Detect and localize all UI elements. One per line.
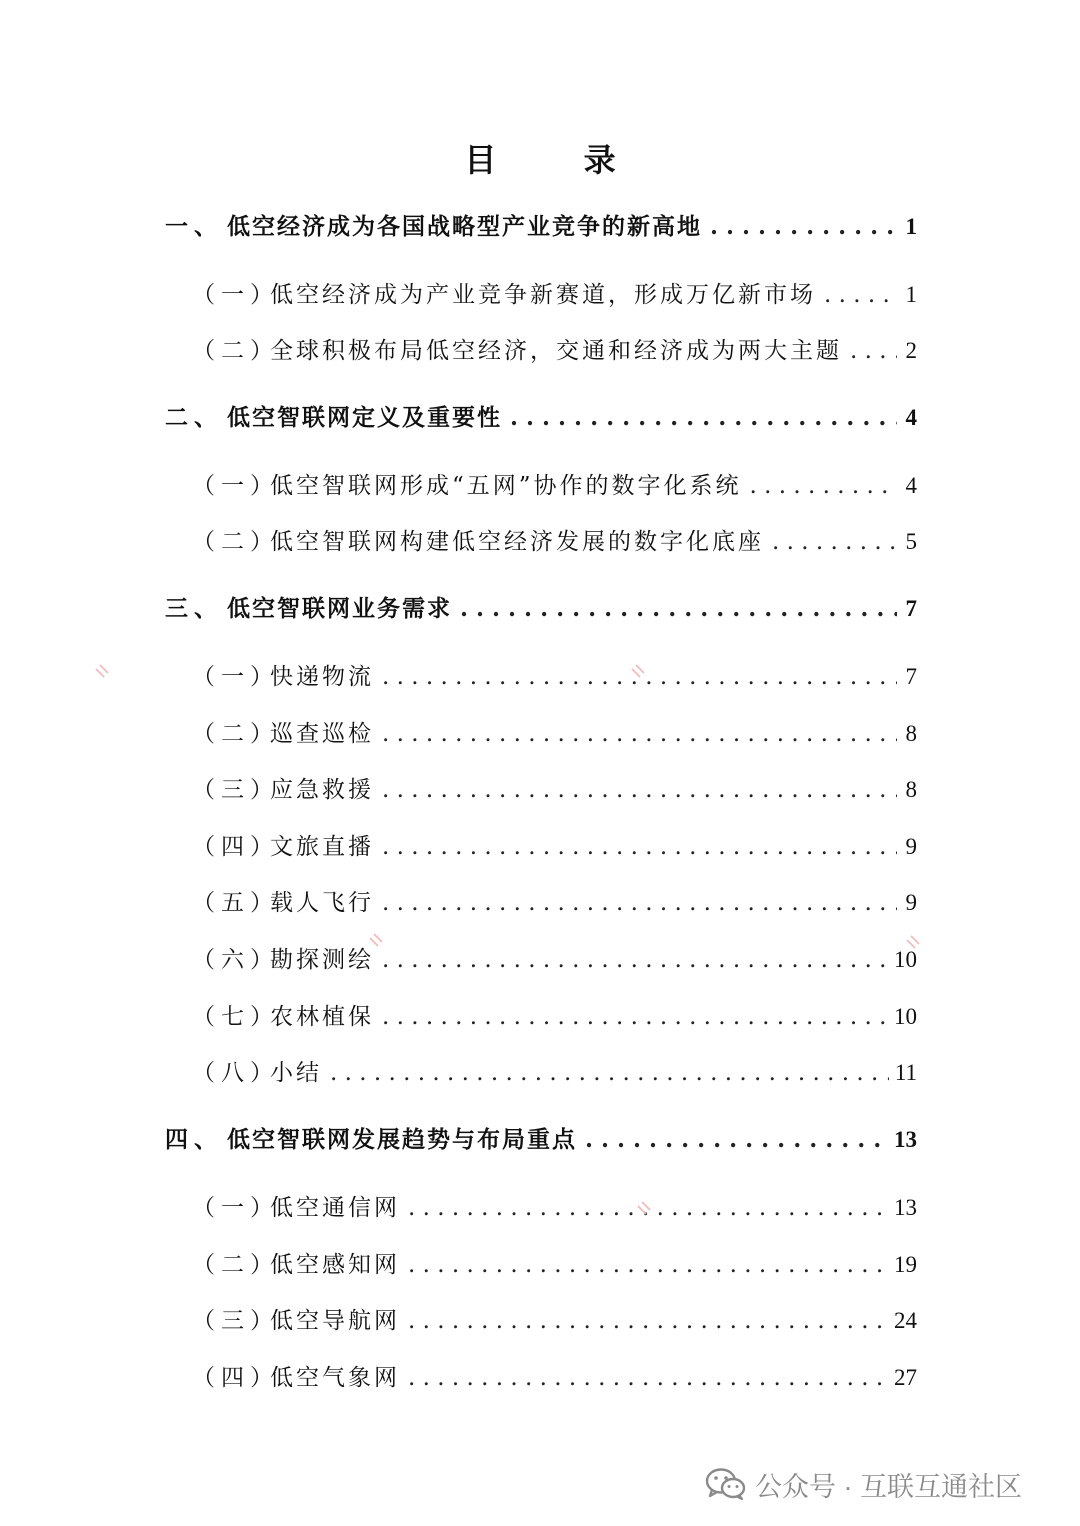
toc-entry-text: 小结 <box>270 1060 322 1086</box>
toc-entry-number: 一、 <box>165 213 223 240</box>
toc-entry-number: 二、 <box>165 404 223 431</box>
footer-source <box>705 1464 1022 1504</box>
toc-entry-number: （一） <box>192 664 279 690</box>
toc-entry-page: 5 <box>905 529 917 554</box>
toc-entry[interactable] <box>192 1053 917 1093</box>
toc-entry-number: （四） <box>192 834 279 860</box>
toc-entry-number: （二） <box>192 338 279 364</box>
toc-entry[interactable] <box>192 1188 917 1228</box>
toc-entry-number: （六） <box>192 947 279 973</box>
toc-entry-number: （一） <box>192 473 279 499</box>
toc-entry[interactable] <box>192 331 917 371</box>
toc-leader-dots <box>710 207 897 247</box>
watermark-mark <box>636 1200 652 1216</box>
toc-entry-number: （一） <box>192 1195 279 1221</box>
toc-entry-text: 应急救援 <box>270 777 374 803</box>
toc-leader-dots <box>330 1053 889 1093</box>
toc-entry-text: 文旅直播 <box>270 834 374 860</box>
toc-entry-page: 8 <box>905 777 917 802</box>
toc-entry-text: 全球积极布局低空经济，交通和经济成为两大主题 <box>270 338 842 364</box>
toc-leader-dots <box>460 589 897 629</box>
toc-entry[interactable] <box>192 275 917 315</box>
toc-entry[interactable] <box>165 207 917 247</box>
toc-entry[interactable] <box>192 714 917 754</box>
toc-entry-text: 低空感知网 <box>270 1252 400 1278</box>
toc-entry-page: 11 <box>894 1060 917 1085</box>
toc-leader-dots <box>772 522 897 562</box>
toc-entry-page: 9 <box>905 834 917 859</box>
toc-entry[interactable] <box>192 940 917 980</box>
toc-entry-text: 低空导航网 <box>270 1308 400 1334</box>
toc-entry-page: 7 <box>905 596 917 621</box>
toc-entry-number: 四、 <box>165 1126 223 1153</box>
toc-leader-dots <box>824 275 897 315</box>
toc-leader-dots <box>382 997 888 1037</box>
toc-entry-page: 7 <box>905 664 917 689</box>
toc-entry-number: （一） <box>192 282 279 308</box>
toc-entry-page: 2 <box>905 338 917 363</box>
toc-entry-page: 19 <box>894 1252 917 1277</box>
toc-entry-page: 8 <box>905 721 917 746</box>
toc-entry-page: 1 <box>905 282 917 307</box>
toc-entry-text: 载人飞行 <box>270 890 374 916</box>
toc-entry-page: 4 <box>905 473 917 498</box>
toc-leader-dots <box>408 1301 888 1341</box>
toc-leader-dots <box>382 770 897 810</box>
toc-entry[interactable] <box>192 997 917 1037</box>
toc-entry-number: （四） <box>192 1365 279 1391</box>
toc-entry-page: 24 <box>894 1308 917 1333</box>
watermark-mark <box>630 663 646 679</box>
toc-entry-page: 9 <box>905 890 917 915</box>
wechat-icon <box>705 1467 747 1501</box>
toc-entry-number: （二） <box>192 721 279 747</box>
toc-entry-text: 低空通信网 <box>270 1195 400 1221</box>
toc-entry-text: 勘探测绘 <box>270 947 374 973</box>
toc-entry[interactable] <box>192 1245 917 1285</box>
toc-entry[interactable] <box>192 770 917 810</box>
toc-leader-dots <box>585 1120 888 1160</box>
toc-entry-number: （八） <box>192 1060 279 1086</box>
toc-entry[interactable] <box>165 589 917 629</box>
watermark-mark <box>905 934 921 950</box>
toc-entry-text: 低空智联网业务需求 <box>227 595 452 622</box>
watermark-mark <box>368 932 384 948</box>
toc-entry-text: 快递物流 <box>270 664 374 690</box>
toc-entry-text: 低空智联网发展趋势与布局重点 <box>227 1126 577 1153</box>
toc-entry[interactable] <box>192 827 917 867</box>
watermark-mark <box>94 663 110 679</box>
toc-entry-page: 10 <box>894 1004 917 1029</box>
toc-entry-number: （二） <box>192 1252 279 1278</box>
toc-entry-page: 27 <box>894 1365 917 1390</box>
toc-leader-dots <box>382 827 897 867</box>
toc-entry-text: 巡查巡检 <box>270 721 374 747</box>
toc-entry-page: 13 <box>894 1127 917 1152</box>
toc-entry-text: 农林植保 <box>270 1004 374 1030</box>
toc-entry-page: 1 <box>905 214 917 239</box>
toc-leader-dots <box>750 466 897 506</box>
toc-entry-text: 低空经济成为产业竞争新赛道，形成万亿新市场 <box>270 282 816 308</box>
toc-leader-dots <box>382 714 897 754</box>
toc-leader-dots <box>408 1245 888 1285</box>
toc-entry[interactable] <box>192 1301 917 1341</box>
toc-entry[interactable] <box>165 398 917 438</box>
toc-entry-number: （三） <box>192 777 279 803</box>
toc-entry-page: 10 <box>894 947 917 972</box>
toc-leader-dots <box>408 1358 888 1398</box>
toc-entry-number: （七） <box>192 1004 279 1030</box>
toc-entry-text: 低空气象网 <box>270 1365 400 1391</box>
toc-entry-text: 低空经济成为各国战略型产业竞争的新高地 <box>227 213 702 240</box>
toc-entry-number: （五） <box>192 890 279 916</box>
toc-entry-text: 低空智联网形成“五网”协作的数字化系统 <box>270 473 742 499</box>
toc-leader-dots <box>510 398 897 438</box>
toc-entry[interactable] <box>165 1120 917 1160</box>
toc-entry-text: 低空智联网构建低空经济发展的数字化底座 <box>270 529 764 555</box>
toc-leader-dots <box>382 883 897 923</box>
footer-text: 公众号 · 互联互通社区 <box>755 1471 1022 1502</box>
toc-entry-page: 4 <box>905 405 917 430</box>
toc-entry-number: （二） <box>192 529 279 555</box>
toc-leader-dots <box>850 331 897 371</box>
toc-leader-dots <box>382 940 888 980</box>
toc-entry-number: 三、 <box>165 595 223 622</box>
toc-entry-page: 13 <box>894 1195 917 1220</box>
toc-title: 目 录 <box>464 141 654 179</box>
toc-entry-text: 低空智联网定义及重要性 <box>227 404 502 431</box>
toc-entry[interactable] <box>192 657 917 697</box>
toc-entry[interactable] <box>192 466 917 506</box>
toc-entry[interactable] <box>192 883 917 923</box>
toc-entry[interactable] <box>192 1358 917 1398</box>
toc-entry[interactable] <box>192 522 917 562</box>
toc-entry-number: （三） <box>192 1308 279 1334</box>
